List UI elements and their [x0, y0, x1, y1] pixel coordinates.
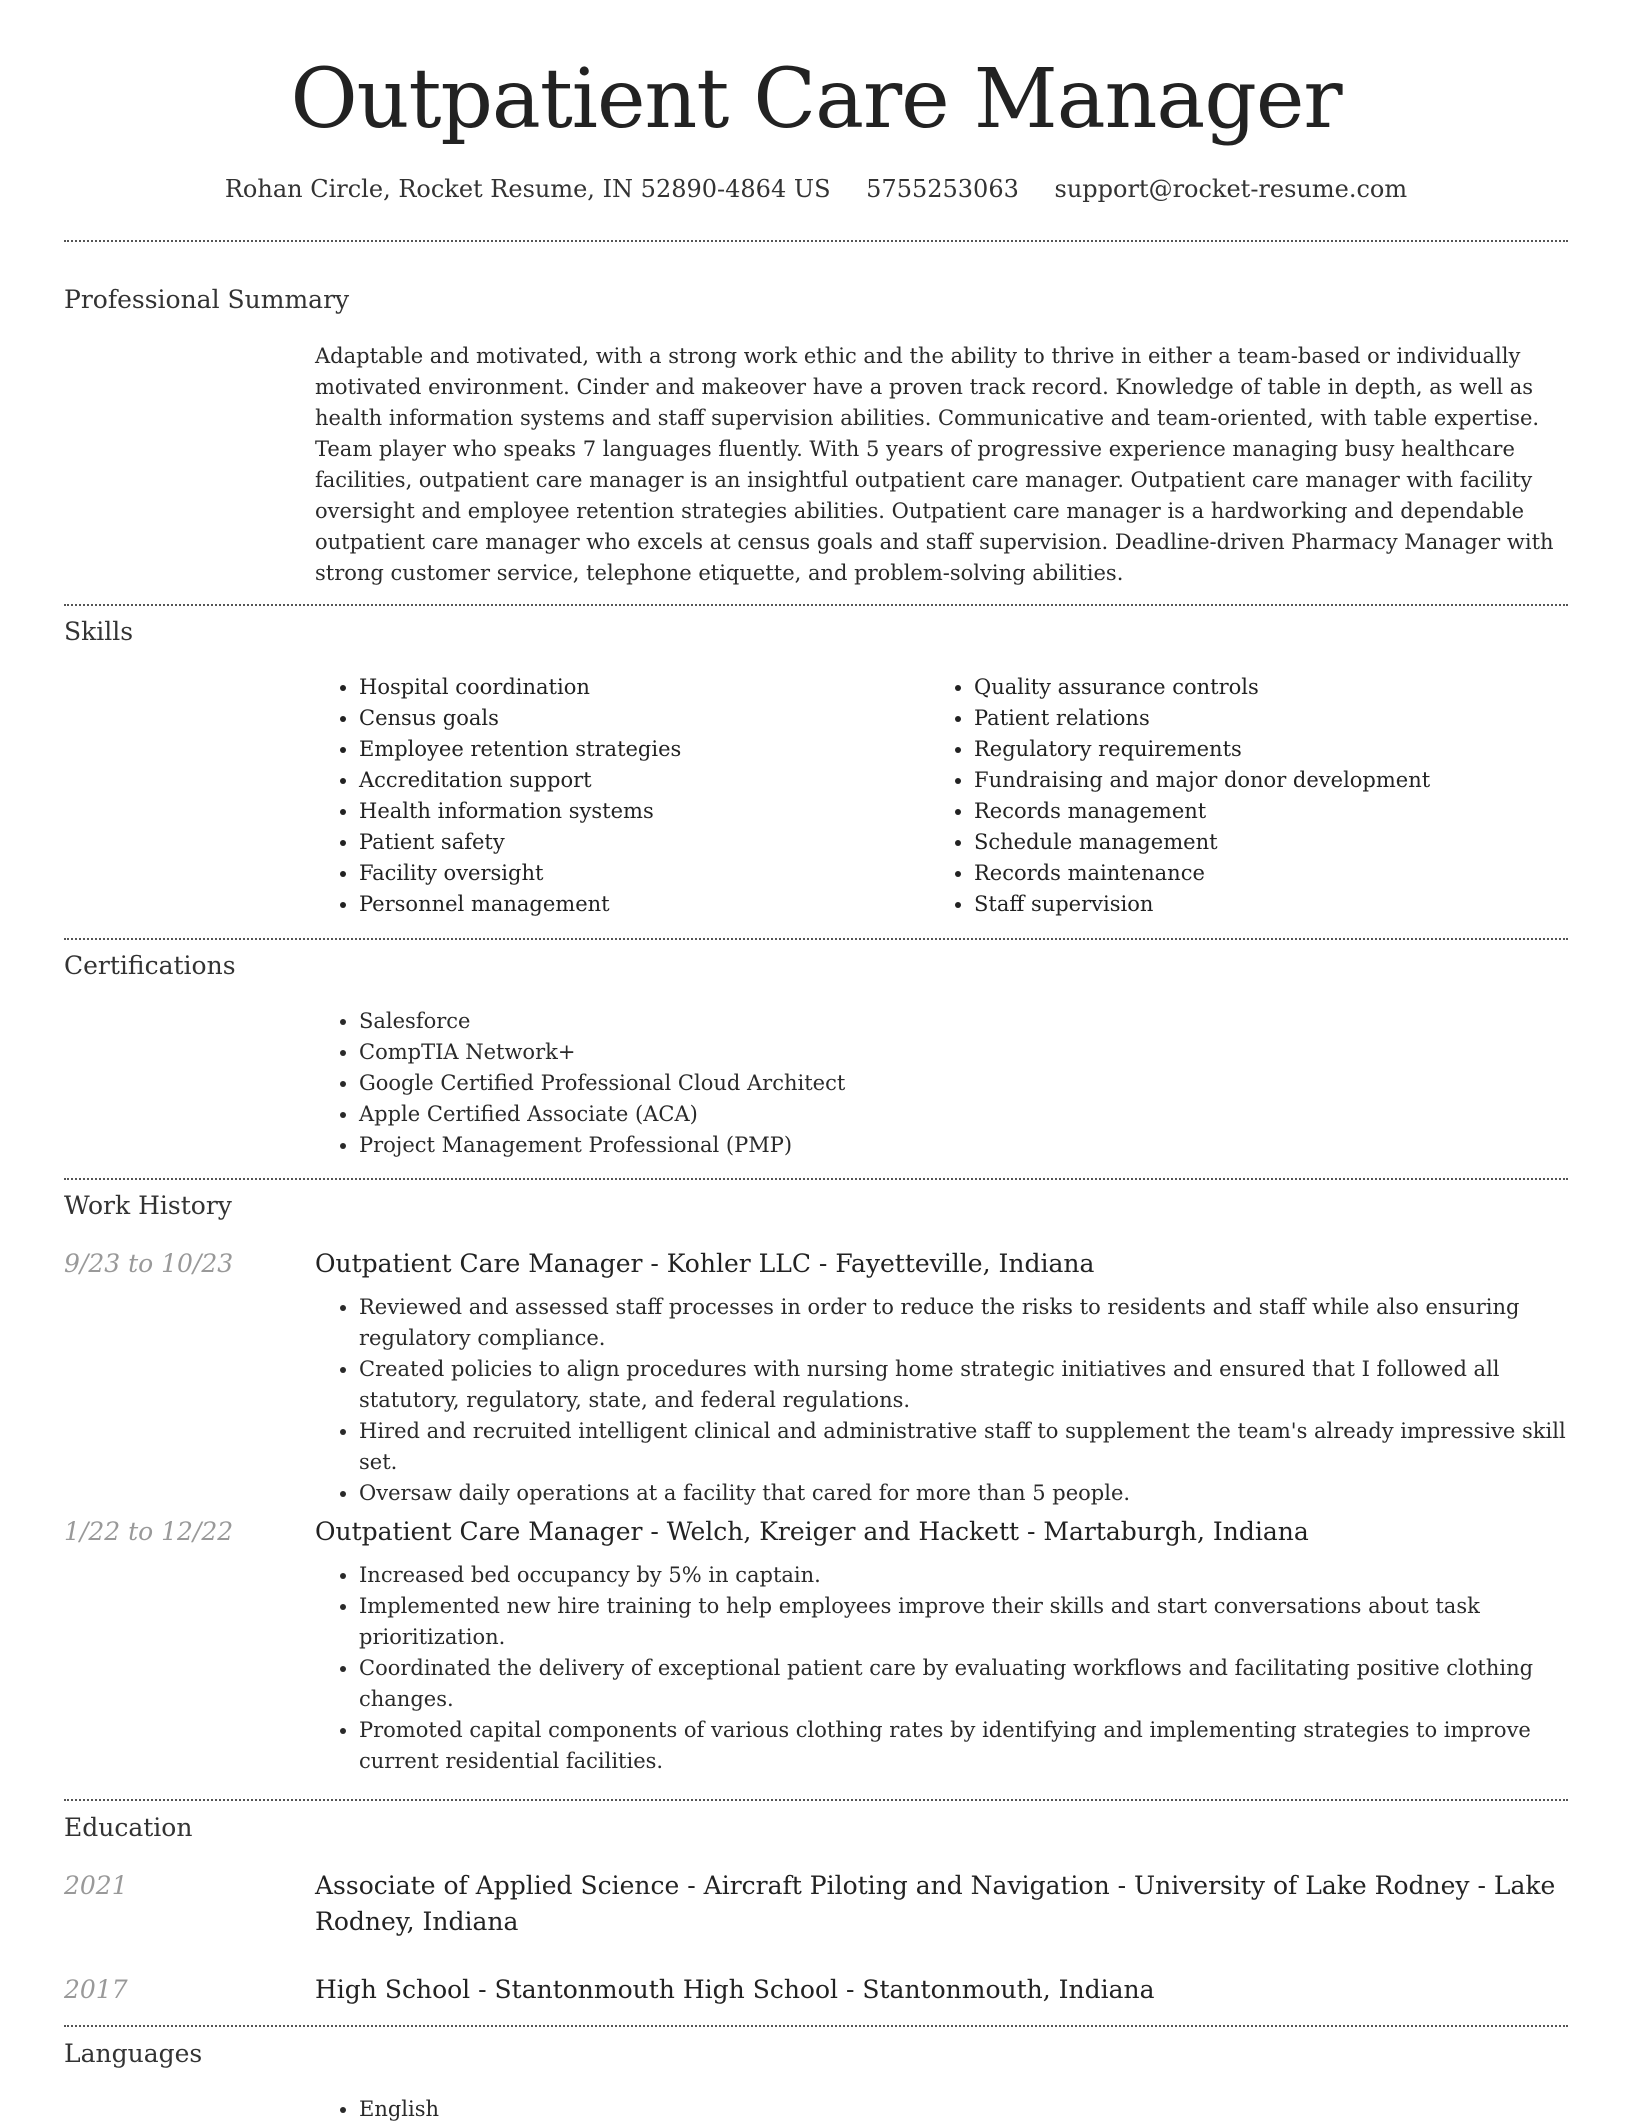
skill-item: • Patient relations [974, 703, 1570, 734]
job-dates: 9/23 to 10/23 [64, 1249, 234, 1278]
job-title: Outpatient Care Manager - Welch, Kreiger and Hackett - Martaburgh, Indiana [315, 1517, 1309, 1546]
summary-text: Adaptable and motivated, with a strong work ethic and the ability to thrive in either a team-based or individually motivated environment. Cinder and makeover have a proven track record. Knowledge of table in depth, as well as health information systems and staff supervision abilities. Communicative and team-oriented, with table expertise. Team player who speaks 7 languages fluently. With 5 years of progressive experience managing busy healthcare facilities, outpatient care manager is an insightful outpatient care manager. Outpatient care manager with facility oversight and employee retention strategies abilities. Outpatient care manager is a hardworking and dependable outpatient care manager who excels at census goals and staff supervision. Deadline-driven Pharmacy Manager with strong customer service, telephone etiquette, and problem-solving abilities. [315, 344, 1554, 585]
job-bullet: • Reviewed and assessed staff processes in order to reduce the risks to residents and staff while also ensuring regulatory compliance. [359, 1292, 1568, 1354]
languages-heading: Languages [64, 2039, 203, 2068]
section-divider [64, 2025, 1568, 2027]
skill-item: • Census goals [359, 703, 915, 734]
skill-item: • Regulatory requirements [974, 734, 1570, 765]
certifications-list [315, 1006, 1568, 1161]
skill-item: • Staff supervision [974, 889, 1570, 920]
job-bullet: • Hired and recruited intelligent clinical and administrative staff to supplement the team's already impressive skill set. [359, 1416, 1568, 1478]
certifications-heading: Certifications [64, 951, 236, 980]
skill-item: • Hospital coordination [359, 672, 915, 703]
job-title: Outpatient Care Manager - Kohler LLC - Fayetteville, Indiana [315, 1249, 1095, 1278]
contact-address: Rohan Circle, Rocket Resume, IN 52890-4864 US [224, 175, 831, 203]
job-entry [315, 1514, 1568, 1777]
job-entry [315, 1246, 1568, 1509]
section-divider [64, 1799, 1568, 1801]
skills-list-right [930, 672, 1570, 920]
certification-item: • CompTIA Network+ [359, 1037, 1568, 1068]
section-divider [64, 938, 1568, 940]
job-bullet: • Promoted capital components of various clothing rates by identifying and implementing strategies to improve current residential facilities. [359, 1715, 1568, 1777]
language-item: • English [359, 2094, 1568, 2125]
certification-item: • Project Management Professional (PMP) [359, 1130, 1568, 1161]
contact-line [0, 170, 1632, 208]
work-heading: Work History [64, 1191, 232, 1220]
contact-email: support@rocket-resume.com [1054, 175, 1408, 203]
job-bullet: • Oversaw daily operations at a facility that cared for more than 5 people. [359, 1478, 1568, 1509]
job-dates: 1/22 to 12/22 [64, 1517, 234, 1546]
skills-heading: Skills [64, 617, 134, 646]
skill-item: • Records maintenance [974, 858, 1570, 889]
languages-list [315, 2094, 1568, 2125]
job-bullet: • Created policies to align procedures with nursing home strategic initiatives and ensured that I followed all statutory, regulatory, state, and federal regulations. [359, 1354, 1568, 1416]
skills-list-left [315, 672, 915, 920]
education-entry: Associate of Applied Science - Aircraft Piloting and Navigation - University of Lake Rodney - Lake Rodney, Indiana [315, 1871, 1556, 1936]
certification-item: • Salesforce [359, 1006, 1568, 1037]
skill-item: • Schedule management [974, 827, 1570, 858]
skill-item: • Employee retention strategies [359, 734, 915, 765]
education-heading: Education [64, 1813, 193, 1842]
job-bullet: • Coordinated the delivery of exceptional patient care by evaluating workflows and facilitating positive clothing changes. [359, 1653, 1568, 1715]
certification-item: • Google Certified Professional Cloud Architect [359, 1068, 1568, 1099]
contact-phone: 5755253063 [866, 175, 1019, 203]
section-divider [64, 604, 1568, 606]
skill-item: • Facility oversight [359, 858, 915, 889]
skill-item: • Health information systems [359, 796, 915, 827]
section-divider [64, 240, 1568, 242]
job-bullet: • Increased bed occupancy by 5% in captain. [359, 1560, 1568, 1591]
education-year: 2021 [64, 1871, 128, 1900]
section-divider [64, 1178, 1568, 1180]
education-entry: High School - Stantonmouth High School - Stantonmouth, Indiana [315, 1975, 1155, 2004]
job-bullet: • Implemented new hire training to help employees improve their skills and start conversations about task prioritization. [359, 1591, 1568, 1653]
certification-item: • Apple Certified Associate (ACA) [359, 1099, 1568, 1130]
skill-item: • Personnel management [359, 889, 915, 920]
skill-item: • Patient safety [359, 827, 915, 858]
skill-item: • Records management [974, 796, 1570, 827]
summary-heading: Professional Summary [64, 285, 350, 314]
skill-item: • Quality assurance controls [974, 672, 1570, 703]
skill-item: • Accreditation support [359, 765, 915, 796]
education-year: 2017 [64, 1975, 128, 2004]
skill-item: • Fundraising and major donor development [974, 765, 1570, 796]
resume-title: Outpatient Care Manager [290, 52, 1342, 147]
